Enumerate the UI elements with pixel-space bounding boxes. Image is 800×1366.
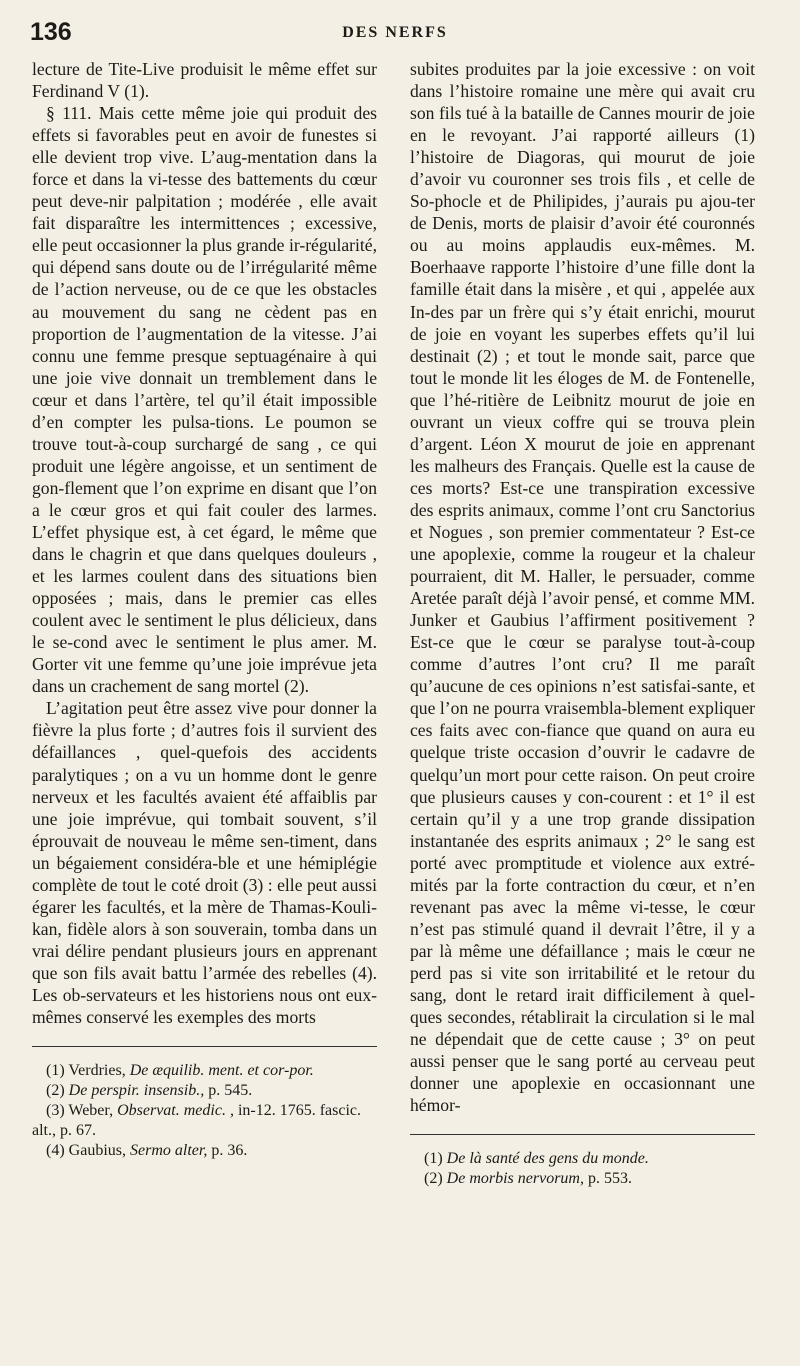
running-title: DES NERFS xyxy=(342,24,448,41)
right-footnotes xyxy=(410,1149,755,1189)
right-column xyxy=(410,58,755,1189)
footnote-rule xyxy=(410,1134,755,1135)
footnote: (2) De morbis nervorum, p. 553. xyxy=(424,1170,632,1188)
left-paragraph-2: § 111. Mais cette même joie qui produit des effets si favorables peut en avoir de funestes si elle devient trop vive. L’aug-mentation dans la force et dans la vi-tesse des battements du cœur peut deve-nir palpitation ; modérée , elle avait fait disparaître les intermittences ; excessive, elle peut occasionner la plus grande ir-régularité, qui dépend sans doute ou de l’irrégularité même de l’action nerveuse, ou de ce que les obstacles au mouvement du sang ne cèdent pas en proportion de l’augmentation de la vitesse. J’ai connu une femme presque septuagénaire à qui une joie vive donnait un tremblement dans le cœur et dans l’artère, tel qu’il était impossible d’en compter les pulsa-tions. Le poumon se trouve tout-à-coup surchargé de sang , ce qui produit une légère angoisse, et un sentiment de gon-flement que l’on exprime en disant que l’on a le cœur gros et qui fait couler des larmes. L’effet physique est, à cet égard, le même que dans le chagrin et que dans quelques douleurs , et les larmes coulent dans des situations bien opposées ; mais, dans le premier cas elles coulent avec le sentiment le plus délicieux, dans le se-cond avec le sentiment le plus amer. M. Gorter vit une femme qu’une joie imprévue jeta dans un crachement de sang mortel (2). xyxy=(32,103,377,697)
footnote: (3) Weber, Observat. medic. , in-12. 1765. fascic. alt., p. 67. xyxy=(32,1102,362,1140)
footnote: (1) De là santé des gens du monde. xyxy=(424,1150,649,1168)
left-column xyxy=(32,58,377,1161)
footnote: (2) De perspir. insensib., p. 545. xyxy=(46,1082,253,1100)
right-paragraph-1: subites produites par la joie excessive : on voit dans l’histoire romaine une mère qui avait cru son fils tué à la bataille de Cannes mourir de joie en le revoyant. J’ai rapporté ailleurs (1) l’histoire de Diagoras, qui mourut de joie d’avoir vu couronner ses trois fils , et celle de So-phocle et de Philipides, j’aurais pu ajou-ter de Denis, morts de plaisir d’avoir été couronnés ou au moins applaudis eux-mêmes. M. Boerhaave rapporte l’histoire d’une fille dont la famille était dans la misère , et qui , appelée aux In-des par un frère qui s’y était enrichi, mourut de joie en voyant les superbes effets qu’il lui destinait (2) ; et tout le monde sait, parce que tout le monde lit les éloges de M. de Fontenelle, que l’hé-ritière de Leibnitz mourut de joie en ouvrant un vieux coffre qui se trouva plein d’argent. Léon X mourut de joie en apprenant les malheurs des Français. Quelle est la cause de ces morts? Est-ce une transpiration excessive des esprits animaux, comme l’ont cru Sanctorius et Nogues , son premier commentateur ? Est-ce une apoplexie, comme la rougeur et la chaleur pourraient, dit M. Haller, le persuader, comme Aretée paraît déjà l’avoir pensé, et comme MM. Junker et Gaubius l’affirment positivement ? Est-ce que le cœur se paralyse tout-à-coup comme d’autres l’ont cru? Il me paraît qu’aucune de ces opinions n’est satisfai-sante, et que l’on ne pourra vraisembla-blement expliquer ces faits avec con-fiance que quand on aura eu quelque triste occasion d’ouvrir le cadavre de quelqu’un mort pour cette raison. On peut croire que plusieurs causes y con-courent : et 1° il est certain qu’il y a une trop grande dissipation instantanée des esprits animaux ; 2° le sang est porté avec promptitude et violence aux extré-mités par la forte contraction du cœur, et n’en revenant pas avec la même vi-tesse, le cœur n’est pas stimulé quand il devrait l’être, il y a par là même une défaillance ; mais le cœur ne perd pas si vite son irritabilité et le retour du sang, dont le retard irait difficilement à quel-ques secondes, rétablirait la circulation si le mal ne dépendait que de cette cause ; 3° on peut aussi penser que le sang porté au cerveau peut donner une apoplexie en occasionnant une hémor- xyxy=(410,59,755,1116)
page-header xyxy=(30,18,760,52)
left-footnotes xyxy=(32,1061,377,1161)
left-paragraph-1: lecture de Tite-Live produisit le même effet sur Ferdinand V (1). xyxy=(32,59,377,102)
footnote: (1) Verdries, De æquilib. ment. et cor-por. xyxy=(46,1062,314,1080)
page-number: 136 xyxy=(30,18,72,46)
footnote-rule xyxy=(32,1046,377,1047)
left-paragraph-3: L’agitation peut être assez vive pour donner la fièvre la plus forte ; d’autres fois il survient des défaillances , quel-quefois des accidents paralytiques ; on a vu un homme dont le genre nerveux et les facultés avaient été affaiblis par une joie imprévue, qui tombait souvent, s’il éprouvait de nouveau le même sen-timent, dans un bégaiement considéra-ble et une hémiplégie complète de tout le coté droit (3) : elle peut aussi égarer les facultés, et la mère de Thamas-Kouli-kan, fidèle alors à son souverain, tomba dans un vrai délire pendant plusieurs jours en apprenant que son fils avait battu l’armée des rebelles (4). Les ob-servateurs et les historiens nous ont eux-mêmes conservé les exemples des morts xyxy=(32,698,377,1028)
footnote: (4) Gaubius, Sermo alter, p. 36. xyxy=(46,1142,248,1160)
